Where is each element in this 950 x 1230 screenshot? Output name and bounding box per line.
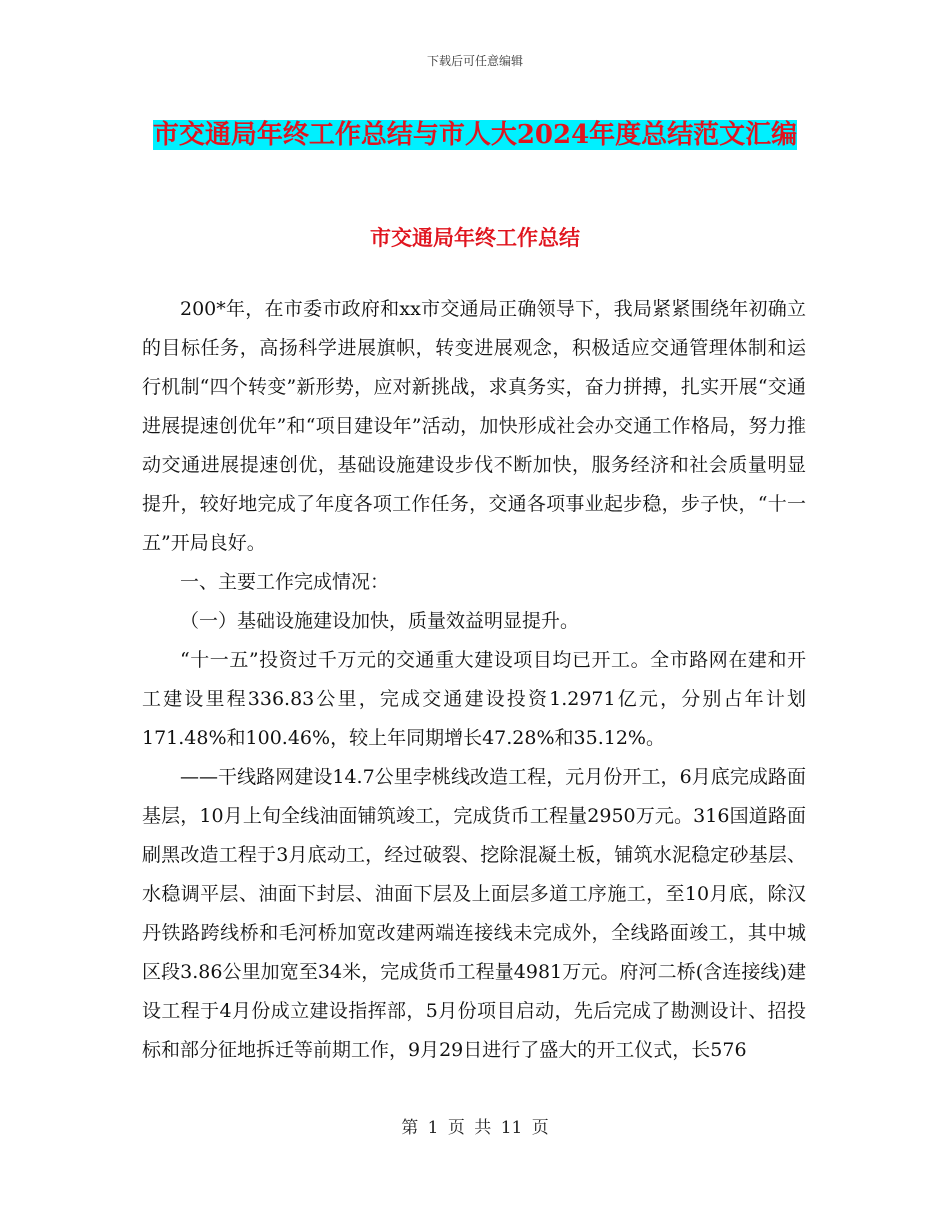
paragraph-intro: 200*年，在市委市政府和xx市交通局正确领导下，我局紧紧围绕年初确立的目标任务，高扬科学进展旗帜，转变进展观念，积极适应交通管理体制和运行机制“四个转变”新形势，应对新挑战，求真务实，奋力拼搏，扎实开展“交通进展提速创优年”和“项目建设年”活动，加快形成社会办交通工作格局，努力推动交通进展提速创优，基础设施建设步伐不断加快，服务经济和社会质量明显提升，较好地完成了年度各项工作任务，交通各项事业起步稳，步子快，“十一五”开局良好。: [142, 298, 806, 554]
section-title: 市交通局年终工作总结: [370, 225, 580, 250]
subheading-infrastructure: （一）基础设施建设加快，质量效益明显提升。: [180, 610, 580, 632]
page-header-note: 下载后可任意编辑: [426, 54, 523, 68]
heading-main-work: 一、主要工作完成情况：: [180, 571, 390, 593]
document-title: [140, 112, 810, 158]
document-body: [142, 290, 806, 1070]
page-footer: 第 1 页 共 11 页: [401, 1118, 549, 1138]
paragraph-trunk-roads: ——干线路网建设14.7公里孛桃线改造工程，元月份开工，6月底完成路面基层，10月上旬全线油面铺筑竣工，完成货币工程量2950万元。316国道路面刷黑改造工程于3月底动工，经过破裂、挖除混凝土板，铺筑水泥稳定砂基层、水稳调平层、油面下封层、油面下层及上面层多道工序施工，至10月底，除汉丹铁路跨线桥和毛河桥加宽改建两端连接线未完成外，全线路面竣工，其中城区段3.86公里加宽至34米，完成货币工程量4981万元。府河二桥(含连接线)建设工程于4月份成立建设指挥部，5月份项目启动，先后完成了勘测设计、招投标和部分征地拆迁等前期工作，9月29日进行了盛大的开工仪式，长576: [142, 766, 806, 1061]
document-title-text: 市交通局年终工作总结与市人大2024年度总结范文汇编: [152, 120, 798, 150]
paragraph-investment: “十一五”投资过千万元的交通重大建设项目均已开工。全市路网在建和开工建设里程336.83公里，完成交通建设投资1.2971亿元，分别占年计划171.48%和100.46%，较上年同期增长47.28%和35.12%。: [142, 649, 806, 749]
